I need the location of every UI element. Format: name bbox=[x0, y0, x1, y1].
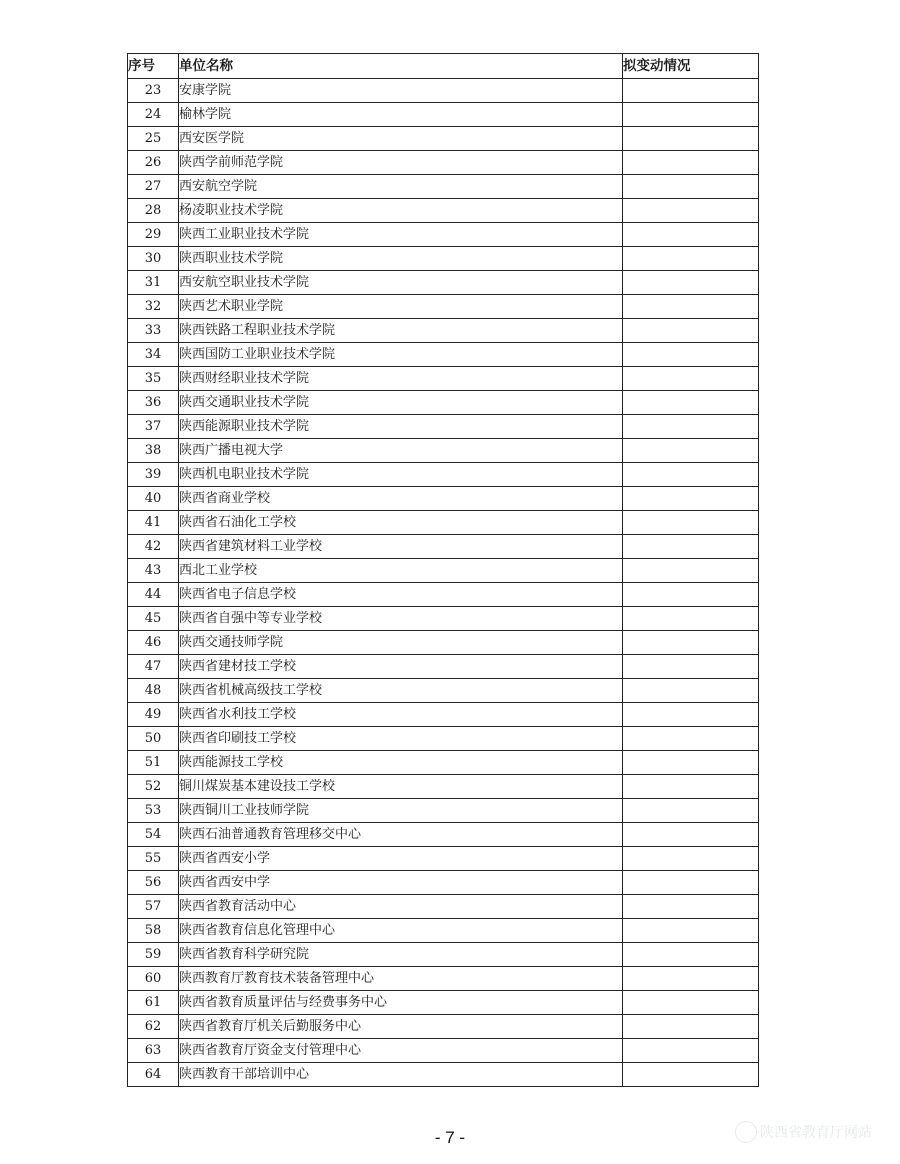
row-index: 54 bbox=[128, 823, 179, 847]
row-name: 陕西省建筑材料工业学校 bbox=[179, 535, 623, 559]
row-index: 62 bbox=[128, 1015, 179, 1039]
row-name: 陕西广播电视大学 bbox=[179, 439, 623, 463]
row-change bbox=[623, 535, 759, 559]
row-change bbox=[623, 439, 759, 463]
row-name: 陕西省电子信息学校 bbox=[179, 583, 623, 607]
row-index: 61 bbox=[128, 991, 179, 1015]
table-row bbox=[128, 367, 759, 391]
row-name: 陕西学前师范学院 bbox=[179, 151, 623, 175]
table-row bbox=[128, 103, 759, 127]
table-row bbox=[128, 799, 759, 823]
row-index: 42 bbox=[128, 535, 179, 559]
row-change bbox=[623, 607, 759, 631]
table-row bbox=[128, 1063, 759, 1087]
row-index: 64 bbox=[128, 1063, 179, 1087]
row-change bbox=[623, 799, 759, 823]
row-name: 陕西省石油化工学校 bbox=[179, 511, 623, 535]
row-index: 35 bbox=[128, 367, 179, 391]
row-index: 44 bbox=[128, 583, 179, 607]
row-name: 陕西能源技工学校 bbox=[179, 751, 623, 775]
table-row bbox=[128, 559, 759, 583]
row-change bbox=[623, 1015, 759, 1039]
row-change bbox=[623, 199, 759, 223]
row-change bbox=[623, 463, 759, 487]
table-row bbox=[128, 151, 759, 175]
row-change bbox=[623, 415, 759, 439]
row-change bbox=[623, 559, 759, 583]
table-row bbox=[128, 607, 759, 631]
row-index: 30 bbox=[128, 247, 179, 271]
row-name: 陕西省教育科学研究院 bbox=[179, 943, 623, 967]
row-index: 39 bbox=[128, 463, 179, 487]
row-name: 陕西铁路工程职业技术学院 bbox=[179, 319, 623, 343]
row-index: 45 bbox=[128, 607, 179, 631]
row-index: 31 bbox=[128, 271, 179, 295]
row-index: 28 bbox=[128, 199, 179, 223]
row-change bbox=[623, 343, 759, 367]
row-name: 陕西机电职业技术学院 bbox=[179, 463, 623, 487]
table-row bbox=[128, 1039, 759, 1063]
row-index: 24 bbox=[128, 103, 179, 127]
row-index: 57 bbox=[128, 895, 179, 919]
row-index: 25 bbox=[128, 127, 179, 151]
row-name: 西安医学院 bbox=[179, 127, 623, 151]
row-change bbox=[623, 727, 759, 751]
row-index: 56 bbox=[128, 871, 179, 895]
table-row bbox=[128, 655, 759, 679]
row-index: 63 bbox=[128, 1039, 179, 1063]
row-index: 41 bbox=[128, 511, 179, 535]
row-index: 48 bbox=[128, 679, 179, 703]
row-name: 陕西财经职业技术学院 bbox=[179, 367, 623, 391]
table-row bbox=[128, 415, 759, 439]
row-name: 陕西省机械高级技工学校 bbox=[179, 679, 623, 703]
row-change bbox=[623, 943, 759, 967]
row-change bbox=[623, 751, 759, 775]
header-index: 序号 bbox=[128, 54, 179, 79]
row-name: 陕西国防工业职业技术学院 bbox=[179, 343, 623, 367]
table-row bbox=[128, 247, 759, 271]
row-change bbox=[623, 103, 759, 127]
row-change bbox=[623, 79, 759, 103]
row-change bbox=[623, 991, 759, 1015]
header-name: 单位名称 bbox=[179, 54, 623, 79]
table-row bbox=[128, 919, 759, 943]
table-row bbox=[128, 463, 759, 487]
table-row bbox=[128, 295, 759, 319]
table-row bbox=[128, 487, 759, 511]
row-name: 陕西教育厅教育技术装备管理中心 bbox=[179, 967, 623, 991]
row-change bbox=[623, 967, 759, 991]
row-change bbox=[623, 823, 759, 847]
table-row bbox=[128, 535, 759, 559]
table-row bbox=[128, 631, 759, 655]
table-row bbox=[128, 847, 759, 871]
row-name: 铜川煤炭基本建设技工学校 bbox=[179, 775, 623, 799]
table-row bbox=[128, 679, 759, 703]
table-row bbox=[128, 967, 759, 991]
row-index: 50 bbox=[128, 727, 179, 751]
row-index: 36 bbox=[128, 391, 179, 415]
table-row bbox=[128, 871, 759, 895]
table-row bbox=[128, 319, 759, 343]
row-name: 陕西省水利技工学校 bbox=[179, 703, 623, 727]
table-row bbox=[128, 727, 759, 751]
row-name: 陕西省建材技工学校 bbox=[179, 655, 623, 679]
table-row bbox=[128, 79, 759, 103]
row-name: 陕西交通技师学院 bbox=[179, 631, 623, 655]
row-change bbox=[623, 391, 759, 415]
table-row bbox=[128, 391, 759, 415]
row-name: 西北工业学校 bbox=[179, 559, 623, 583]
row-index: 23 bbox=[128, 79, 179, 103]
row-change bbox=[623, 247, 759, 271]
row-index: 26 bbox=[128, 151, 179, 175]
row-change bbox=[623, 703, 759, 727]
table-row bbox=[128, 703, 759, 727]
row-change bbox=[623, 895, 759, 919]
row-change bbox=[623, 151, 759, 175]
row-name: 陕西省商业学校 bbox=[179, 487, 623, 511]
row-change bbox=[623, 295, 759, 319]
row-index: 33 bbox=[128, 319, 179, 343]
row-name: 陕西能源职业技术学院 bbox=[179, 415, 623, 439]
table-row bbox=[128, 751, 759, 775]
row-index: 46 bbox=[128, 631, 179, 655]
row-change bbox=[623, 319, 759, 343]
row-change bbox=[623, 871, 759, 895]
row-name: 榆林学院 bbox=[179, 103, 623, 127]
table-row bbox=[128, 823, 759, 847]
row-name: 陕西省西安小学 bbox=[179, 847, 623, 871]
row-index: 60 bbox=[128, 967, 179, 991]
row-change bbox=[623, 655, 759, 679]
table-row bbox=[128, 199, 759, 223]
row-index: 37 bbox=[128, 415, 179, 439]
table-row bbox=[128, 775, 759, 799]
row-name: 安康学院 bbox=[179, 79, 623, 103]
row-index: 58 bbox=[128, 919, 179, 943]
row-index: 47 bbox=[128, 655, 179, 679]
row-index: 49 bbox=[128, 703, 179, 727]
institution-table bbox=[127, 53, 759, 1087]
row-index: 53 bbox=[128, 799, 179, 823]
row-name: 陕西省教育活动中心 bbox=[179, 895, 623, 919]
row-change bbox=[623, 1063, 759, 1087]
row-index: 55 bbox=[128, 847, 179, 871]
table-row bbox=[128, 943, 759, 967]
row-change bbox=[623, 175, 759, 199]
row-name: 陕西艺术职业学院 bbox=[179, 295, 623, 319]
row-name: 陕西省西安中学 bbox=[179, 871, 623, 895]
row-name: 陕西教育干部培训中心 bbox=[179, 1063, 623, 1087]
row-name: 陕西职业技术学院 bbox=[179, 247, 623, 271]
leaf-logo-icon bbox=[735, 1121, 757, 1143]
row-change bbox=[623, 367, 759, 391]
row-index: 34 bbox=[128, 343, 179, 367]
row-name: 陕西省自强中等专业学校 bbox=[179, 607, 623, 631]
table-row bbox=[128, 583, 759, 607]
row-name: 陕西工业职业技术学院 bbox=[179, 223, 623, 247]
row-name: 陕西铜川工业技师学院 bbox=[179, 799, 623, 823]
row-change bbox=[623, 271, 759, 295]
row-name: 西安航空学院 bbox=[179, 175, 623, 199]
row-index: 32 bbox=[128, 295, 179, 319]
table-header-row bbox=[128, 54, 759, 79]
row-name: 陕西石油普通教育管理移交中心 bbox=[179, 823, 623, 847]
row-index: 29 bbox=[128, 223, 179, 247]
row-change bbox=[623, 583, 759, 607]
row-change bbox=[623, 775, 759, 799]
row-index: 27 bbox=[128, 175, 179, 199]
row-change bbox=[623, 127, 759, 151]
row-change bbox=[623, 847, 759, 871]
table-row bbox=[128, 439, 759, 463]
row-name: 陕西省印刷技工学校 bbox=[179, 727, 623, 751]
table-row bbox=[128, 271, 759, 295]
watermark-text: 陕西省教育厅网站 bbox=[760, 1125, 872, 1141]
row-name: 陕西省教育信息化管理中心 bbox=[179, 919, 623, 943]
row-index: 40 bbox=[128, 487, 179, 511]
row-name: 陕西省教育厅资金支付管理中心 bbox=[179, 1039, 623, 1063]
row-index: 52 bbox=[128, 775, 179, 799]
table-row bbox=[128, 895, 759, 919]
row-change bbox=[623, 679, 759, 703]
row-change bbox=[623, 223, 759, 247]
row-index: 51 bbox=[128, 751, 179, 775]
row-name: 陕西省教育厅机关后勤服务中心 bbox=[179, 1015, 623, 1039]
row-change bbox=[623, 511, 759, 535]
row-change bbox=[623, 1039, 759, 1063]
row-name: 陕西交通职业技术学院 bbox=[179, 391, 623, 415]
row-index: 59 bbox=[128, 943, 179, 967]
row-change bbox=[623, 631, 759, 655]
table-row bbox=[128, 991, 759, 1015]
row-name: 陕西省教育质量评估与经费事务中心 bbox=[179, 991, 623, 1015]
watermark bbox=[735, 1121, 872, 1143]
table-row bbox=[128, 1015, 759, 1039]
header-change: 拟变动情况 bbox=[623, 54, 759, 79]
row-name: 杨凌职业技术学院 bbox=[179, 199, 623, 223]
row-change bbox=[623, 487, 759, 511]
table-row bbox=[128, 511, 759, 535]
table-row bbox=[128, 127, 759, 151]
table-row bbox=[128, 223, 759, 247]
row-index: 43 bbox=[128, 559, 179, 583]
table-row bbox=[128, 175, 759, 199]
table-row bbox=[128, 343, 759, 367]
row-change bbox=[623, 919, 759, 943]
row-index: 38 bbox=[128, 439, 179, 463]
page-number: - 7 - bbox=[434, 1128, 466, 1147]
row-name: 西安航空职业技术学院 bbox=[179, 271, 623, 295]
